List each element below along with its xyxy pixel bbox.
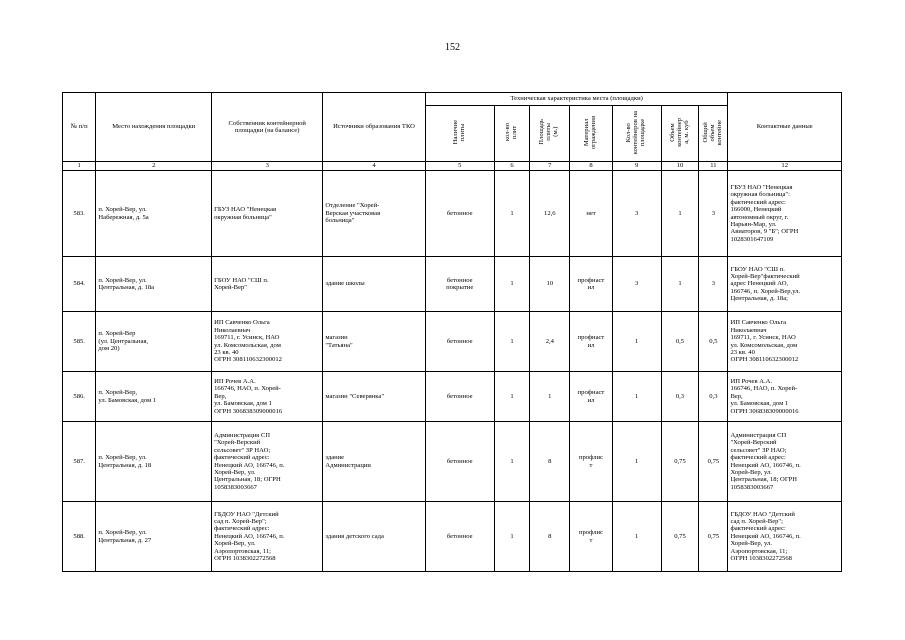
row-number: 583. xyxy=(63,171,96,257)
header-contacts: Контактные данные xyxy=(728,93,842,162)
column-number: 8 xyxy=(570,162,612,171)
row-contacts: ГБДОУ НАО "Детский сад п. Хорей-Вер"; фактический адрес: Ненецкий АО, 166746, п. Хорей-Вер, ул. Аэропортовская, 11; ОГРН 1038302272568 xyxy=(728,502,842,572)
row-sources: Отделение "Хорей- Верская участковая больница" xyxy=(323,171,425,257)
row-plates-count: 1 xyxy=(494,372,530,422)
row-owner: Администрация СП "Хорей-Верский сельсовет" ЗР НАО; фактический адрес: Ненецкий АО, 166746, п. Хорей-Вер, ул. Центральная, 18; ОГРН 1058383003667 xyxy=(212,422,323,502)
column-number: 11 xyxy=(699,162,728,171)
row-container-volume: 0,5 xyxy=(661,312,699,372)
header-fence-material: Материал ограждения xyxy=(570,106,612,162)
row-plate: бетонное xyxy=(425,372,494,422)
row-number: 588. xyxy=(63,502,96,572)
row-location: п. Хорей-Вер, ул. Бамовская, дом 1 xyxy=(96,372,212,422)
column-number: 9 xyxy=(612,162,661,171)
column-numbers-row xyxy=(63,162,842,171)
page-number: 152 xyxy=(445,42,460,53)
row-containers-count: 1 xyxy=(612,372,661,422)
row-fence-material: профлис т xyxy=(570,502,612,572)
row-plate: бетонное покрытие xyxy=(425,257,494,312)
row-containers-count: 3 xyxy=(612,171,661,257)
row-number: 587. xyxy=(63,422,96,502)
column-number: 7 xyxy=(530,162,570,171)
row-plates-count: 1 xyxy=(494,171,530,257)
column-number: 10 xyxy=(661,162,699,171)
row-number: 586. xyxy=(63,372,96,422)
row-location: п. Хорей-Вер, ул. Центральная, д. 18а xyxy=(96,257,212,312)
row-owner: ГБОУ НАО "СШ п. Хорей-Вер" xyxy=(212,257,323,312)
row-sources: магазин "Северянка" xyxy=(323,372,425,422)
table-row xyxy=(63,502,842,572)
row-total-volume: 0,75 xyxy=(699,422,728,502)
row-plate-area: 8 xyxy=(530,502,570,572)
header-plate-area: Площадь плиты (м.) xyxy=(530,106,570,162)
row-total-volume: 0,75 xyxy=(699,502,728,572)
row-plate: бетонное xyxy=(425,422,494,502)
table-row xyxy=(63,312,842,372)
row-plate-area: 10 xyxy=(530,257,570,312)
row-owner: ИП Рочев А.А. 166746, НАО, п. Хорей- Вер, ул. Бамовская, дом 1 ОГРН 306838309000016 xyxy=(212,372,323,422)
row-total-volume: 3 xyxy=(699,171,728,257)
row-owner: ГБУЗ НАО "Ненецкая окружная больница" xyxy=(212,171,323,257)
row-plate-area: 8 xyxy=(530,422,570,502)
row-plates-count: 1 xyxy=(494,257,530,312)
column-number: 12 xyxy=(728,162,842,171)
row-container-volume: 0,75 xyxy=(661,502,699,572)
row-owner: ГБДОУ НАО "Детский сад п. Хорей-Вер"; фактический адрес: Ненецкий АО, 166746, п. Хорей-Вер, ул. Аэропортовская, 11; ОГРН 1038302272568 xyxy=(212,502,323,572)
row-containers-count: 1 xyxy=(612,312,661,372)
row-container-volume: 1 xyxy=(661,171,699,257)
row-sources: здание школы xyxy=(323,257,425,312)
row-contacts: ИП Рочев А.А. 166746, НАО, п. Хорей- Вер, ул. Бамовская, дом 1 ОГРН 306838309000016 xyxy=(728,372,842,422)
row-containers-count: 1 xyxy=(612,422,661,502)
header-containers-count: Кол-во контейнеров на площадке xyxy=(612,106,661,162)
row-contacts: ГБУЗ НАО "Ненецкая окружная больница": фактический адрес: 166000, Ненецкий автономный округ, г. Нарьян-Мар, ул. Авиаторов, 9 "Б"; ОГРН 1028301647109 xyxy=(728,171,842,257)
row-contacts: ГБОУ НАО "СШ п. Хорей-Вер"фактический адрес Ненецкий АО, 166746, п. Хорей-Вер,ул. Центральная, д. 18а; xyxy=(728,257,842,312)
row-sources: магазин "Татьяна" xyxy=(323,312,425,372)
row-total-volume: 0,5 xyxy=(699,312,728,372)
header-tech-characteristics: Техническая характеристика места (площадки) xyxy=(425,93,728,106)
row-plates-count: 1 xyxy=(494,422,530,502)
row-number: 585. xyxy=(63,312,96,372)
row-fence-material: профнаст ил xyxy=(570,312,612,372)
header-total-volume: Общий объем контейне xyxy=(699,106,728,162)
row-fence-material: нет xyxy=(570,171,612,257)
row-fence-material: профнаст ил xyxy=(570,257,612,312)
table-row xyxy=(63,422,842,502)
row-plate: бетонное xyxy=(425,312,494,372)
header-location: Место нахождения площадки xyxy=(96,93,212,162)
row-containers-count: 1 xyxy=(612,502,661,572)
row-container-volume: 1 xyxy=(661,257,699,312)
header-sources: Источники образования ТКО xyxy=(323,93,425,162)
header-owner: Собственник контейнерной площадки (на балансе) xyxy=(212,93,323,162)
row-plates-count: 1 xyxy=(494,502,530,572)
row-contacts: ИП Савченко Ольга Николаевнач 169711, г. Усинск, НАО ул. Комсомольская, дом 23 кв. 40 ОГРН 308110632300012 xyxy=(728,312,842,372)
row-contacts: Администрация СП "Хорей-Верский сельсовет" ЗР НАО; фактический адрес: Ненецкий АО, 166746, п. Хорей-Вер, ул. Центральная, 18; ОГРН 1058383003667 xyxy=(728,422,842,502)
header-plates-count: кол-во плит xyxy=(494,106,530,162)
table-row xyxy=(63,171,842,257)
column-number: 2 xyxy=(96,162,212,171)
row-sources: здания детского сада xyxy=(323,502,425,572)
row-plate-area: 12,6 xyxy=(530,171,570,257)
row-owner: ИП Савченко Ольга Николаевнач 169711, г. Усинск, НАО ул. Комсомольская, дом 23 кв. 40 ОГРН 308110632300012 xyxy=(212,312,323,372)
row-plates-count: 1 xyxy=(494,312,530,372)
header-number: № п/п xyxy=(63,93,96,162)
table-row xyxy=(63,257,842,312)
container-sites-table xyxy=(62,92,842,572)
row-plate: бетонное xyxy=(425,502,494,572)
row-container-volume: 0,75 xyxy=(661,422,699,502)
column-number: 6 xyxy=(494,162,530,171)
column-number: 5 xyxy=(425,162,494,171)
row-location: п. Хорей-Вер, ул. Набережная, д. 5а xyxy=(96,171,212,257)
row-location: п. Хорей-Вер, ул. Центральная, д. 27 xyxy=(96,502,212,572)
row-total-volume: 0,3 xyxy=(699,372,728,422)
table-body xyxy=(63,171,842,572)
table-row xyxy=(63,372,842,422)
column-number: 3 xyxy=(212,162,323,171)
row-plate-area: 2,4 xyxy=(530,312,570,372)
header-container-volume: Объем контейнер а, м. куб xyxy=(661,106,699,162)
column-number: 1 xyxy=(63,162,96,171)
row-container-volume: 0,3 xyxy=(661,372,699,422)
row-location: п. Хорей-Вер, ул. Центральная, д. 18 xyxy=(96,422,212,502)
row-fence-material: профлис т xyxy=(570,422,612,502)
row-containers-count: 3 xyxy=(612,257,661,312)
row-location: п. Хорей-Вер (ул. Центральная, дом 20) xyxy=(96,312,212,372)
row-sources: здание Администрации xyxy=(323,422,425,502)
row-number: 584. xyxy=(63,257,96,312)
row-fence-material: профнаст ил xyxy=(570,372,612,422)
row-plate: бетонное xyxy=(425,171,494,257)
column-number: 4 xyxy=(323,162,425,171)
row-plate-area: 1 xyxy=(530,372,570,422)
row-total-volume: 3 xyxy=(699,257,728,312)
header-plate: Наличие плиты xyxy=(425,106,494,162)
